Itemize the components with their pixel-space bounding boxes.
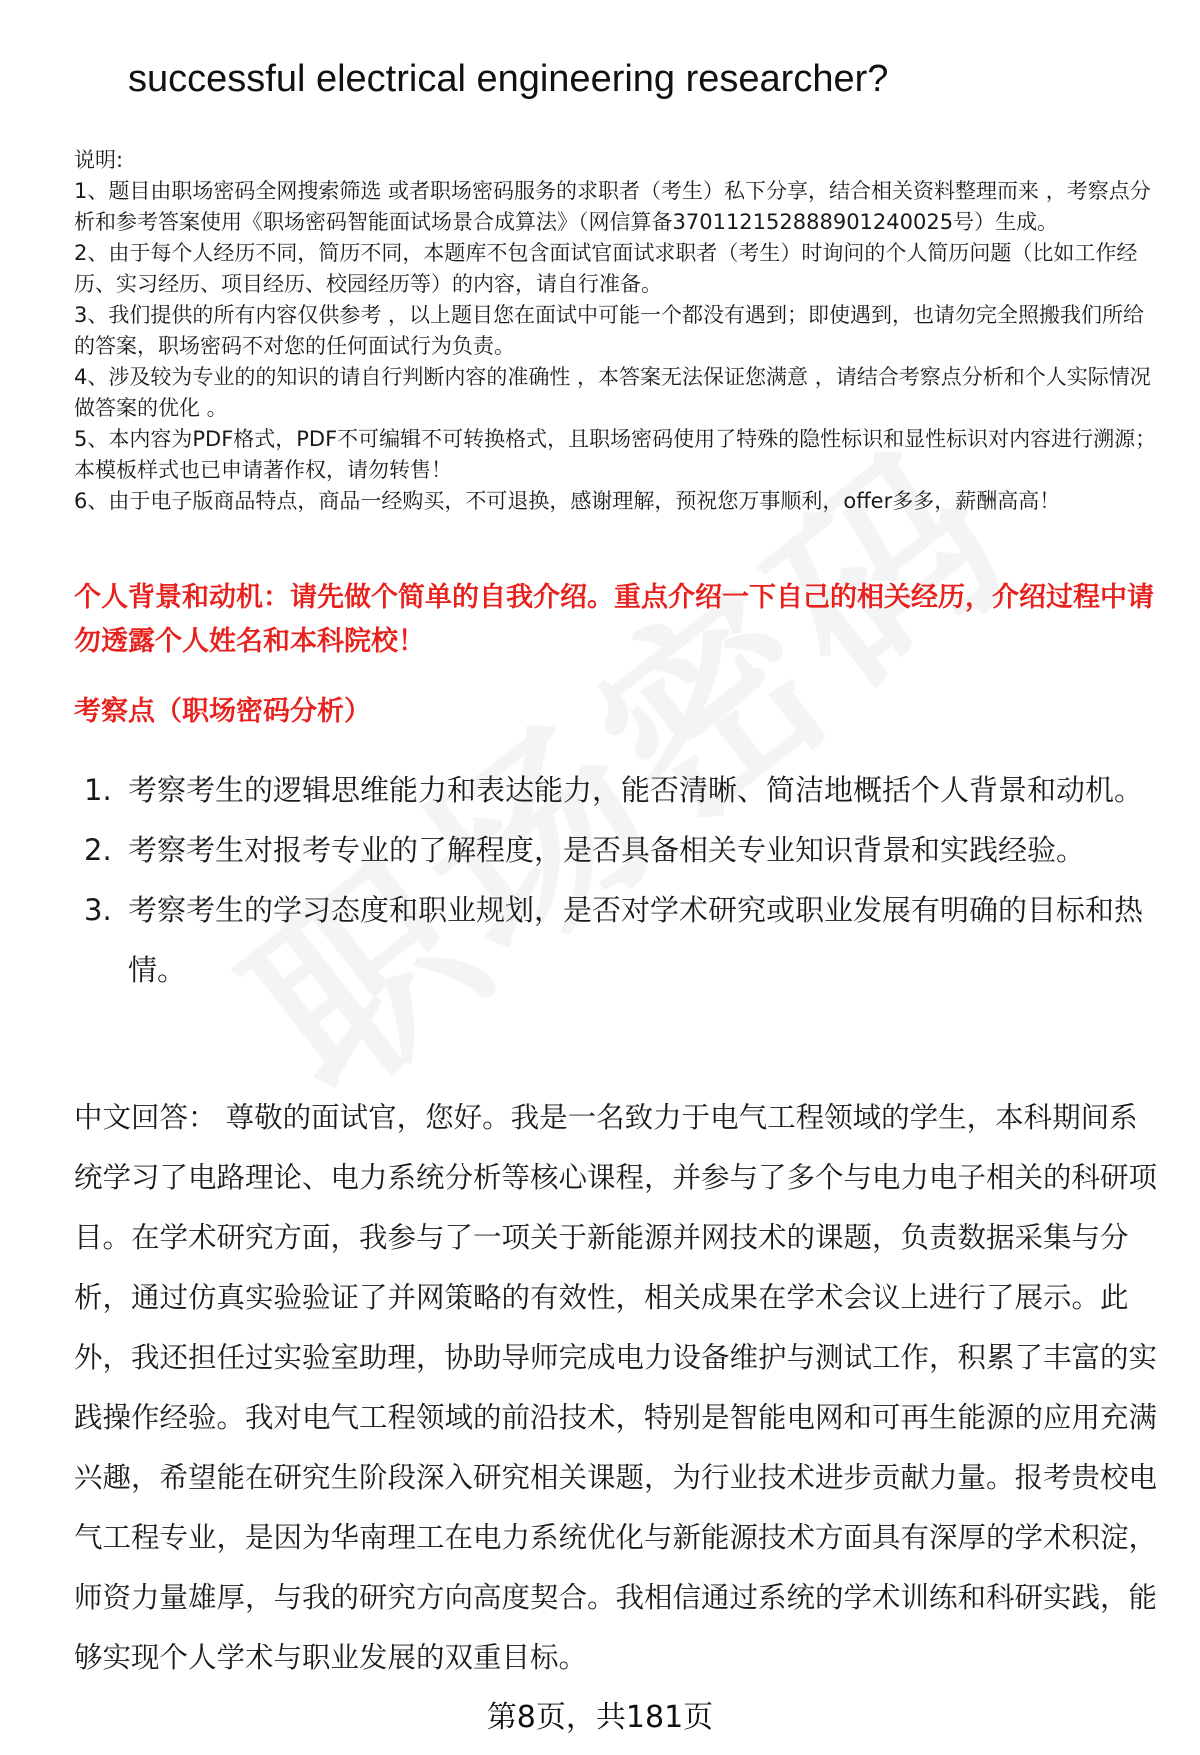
analysis-item-text: 考察考生对报考专业的了解程度，是否具备相关专业知识背景和实践经验。 bbox=[128, 833, 1086, 867]
analysis-heading: 考察点（职场密码分析） bbox=[74, 696, 371, 727]
notes-item: 3、我们提供的所有内容仅供参考 ，以上题目您在面试中可能一个都没有遇到；即使遇到，也请勿完全照搬我们所给的答案，职场密码不对您的任何面试行为负责。 bbox=[74, 303, 1145, 358]
notes-title: 说明: bbox=[74, 148, 124, 172]
analysis-item bbox=[74, 820, 1164, 880]
analysis-list bbox=[74, 760, 1164, 1000]
notes-item: 2、由于每个人经历不同，简历不同，本题库不包含面试官面试求职者（考生）时询问的个人简历问题（比如工作经历、实习经历、项目经历、校园经历等）的内容，请自行准备。 bbox=[74, 241, 1138, 296]
analysis-item-number: 1. bbox=[84, 773, 112, 807]
analysis-item-text: 考察考生的逻辑思维能力和表达能力，能否清晰、简洁地概括个人背景和动机。 bbox=[128, 773, 1144, 807]
notes-item: 6、由于电子版商品特点，商品一经购买，不可退换，感谢理解，预祝您万事顺利，offer多多，薪酬高高！ bbox=[74, 489, 1061, 513]
question-english-line: successful electrical engineering researcher? bbox=[128, 58, 889, 100]
analysis-item-number: 3. bbox=[84, 893, 112, 927]
notes-section bbox=[74, 145, 1164, 517]
analysis-item-text: 考察考生的学习态度和职业规划，是否对学术研究或职业发展有明确的目标和热情。 bbox=[128, 893, 1144, 987]
notes-item: 5、本内容为PDF格式，PDF不可编辑不可转换格式，且职场密码使用了特殊的隐性标识和显性标识对内容进行溯源；本模板样式也已申请著作权，请勿转售！ bbox=[74, 427, 1157, 482]
answer-paragraph bbox=[74, 1088, 1164, 1688]
question-prompt-heading: 个人背景和动机：请先做个简单的自我介绍。重点介绍一下自己的相关经历，介绍过程中请勿透露个人姓名和本科院校！ bbox=[74, 582, 1154, 657]
page-footer: 第8页，共181页 bbox=[486, 1700, 714, 1735]
analysis-item-number: 2. bbox=[84, 833, 112, 867]
answer-text: 尊敬的面试官，您好。我是一名致力于电气工程领域的学生，本科期间系统学习了电路理论、电力系统分析等核心课程，并参与了多个与电力电子相关的科研项目。在学术研究方面，我参与了一项关于新能源并网技术的课题，负责数据采集与分析，通过仿真实验验证了并网策略的有效性，相关成果在学术会议上进行了展示。此外，我还担任过实验室助理，协助导师完成电力设备维护与测试工作，积累了丰富的实践操作经验。我对电气工程领域的前沿技术，特别是智能电网和可再生能源的应用充满兴趣，希望能在研究生阶段深入研究相关课题，为行业技术进步贡献力量。报考贵校电气工程专业，是因为华南理工在电力系统优化与新能源技术方面具有深厚的学术积淀，师资力量雄厚，与我的研究方向高度契合。我相信通过系统的学术训练和科研实践，能够实现个人学术与职业发展的双重目标。 bbox=[74, 1101, 1158, 1674]
analysis-item bbox=[74, 760, 1164, 820]
answer-label: 中文回答： bbox=[74, 1101, 217, 1134]
analysis-item bbox=[74, 880, 1164, 1000]
notes-item: 4、涉及较为专业的的知识的请自行判断内容的准确性 ，本答案无法保证您满意 ，请结合考察点分析和个人实际情况做答案的优化 。 bbox=[74, 365, 1151, 420]
notes-item: 1、题目由职场密码全网搜索筛选 或者职场密码服务的求职者（考生）私下分享，结合相关资料整理而来 ，考察点分析和参考答案使用《职场密码智能面试场景合成算法》（网信算备370112152888901240025号）生成。 bbox=[74, 179, 1151, 234]
